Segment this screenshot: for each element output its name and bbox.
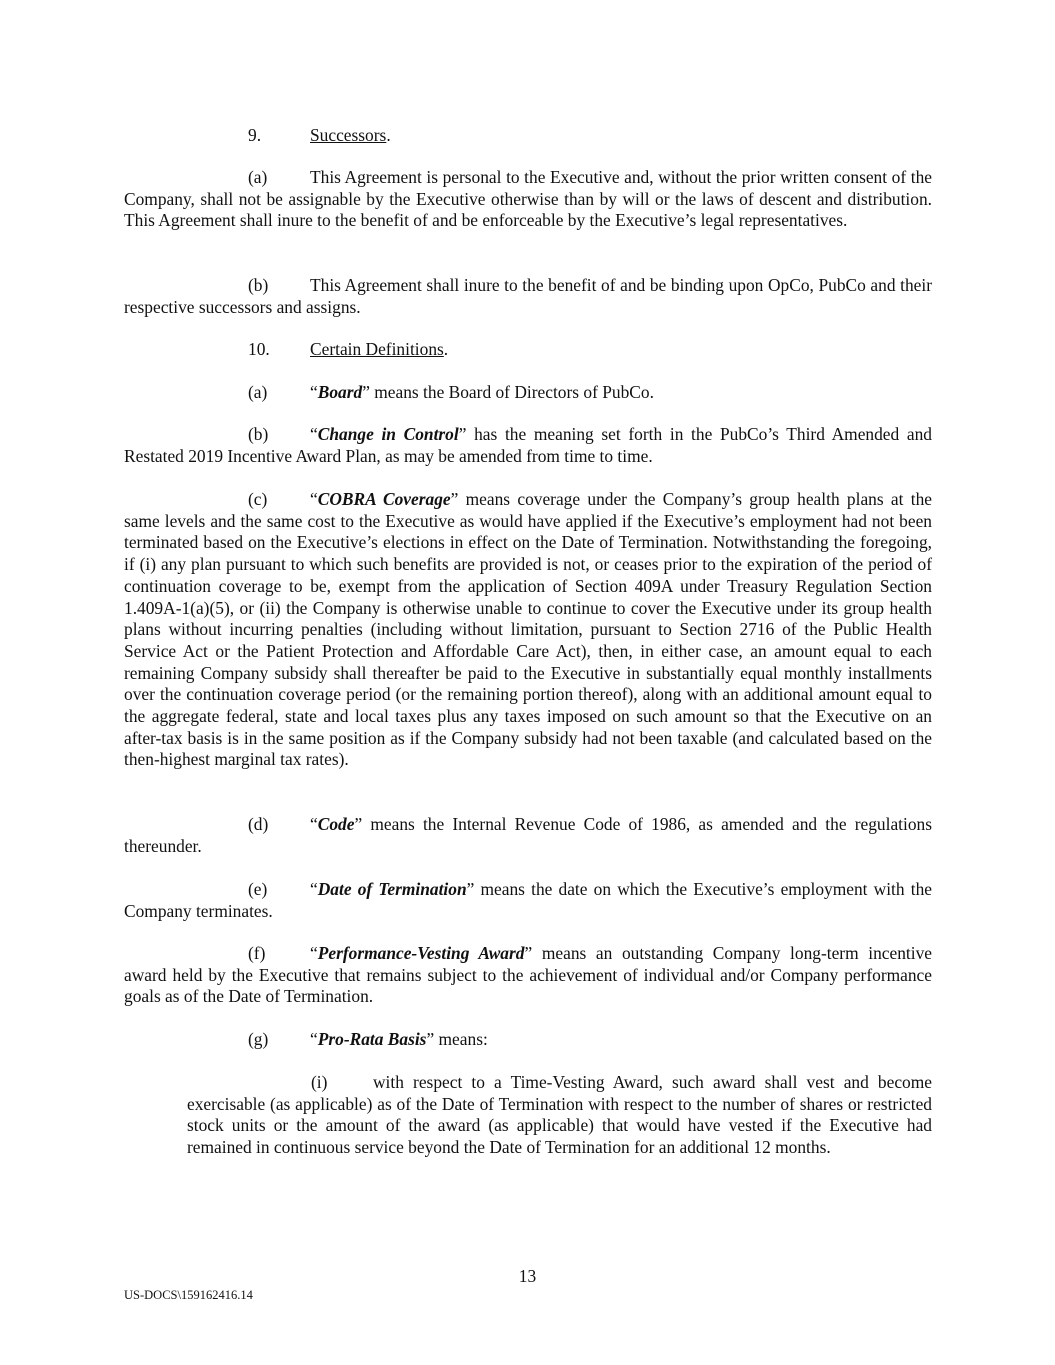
- paragraph-text: with respect to a Time-Vesting Award, such award shall vest and become exercisable (as applicable) as of the Date of Termination with respect to the number of shares or restricted stock units or the amount of the award (as applicable) that would have vested if the Executive had remained in continuous service beyond the Date of Termination for an additional 12 months.: [187, 1072, 932, 1158]
- paragraph-label: (b): [248, 275, 269, 295]
- paragraph-text: This Agreement is personal to the Executive and, without the prior written consent of the Company, shall not be assignable by the Executive otherwise than by will or the laws of descent and distribution. This Agreement shall inure to the benefit of and be enforceable by the Executive’s legal representatives.: [124, 167, 932, 231]
- paragraph-label: (i): [311, 1072, 328, 1092]
- paragraph-label: (a): [248, 382, 268, 402]
- paragraph-label: (d): [248, 814, 269, 834]
- definition-text: has the meaning set forth in the PubCo’s Third Amended and Restated 2019 Incentive Award Plan, as may be amended from time to time.: [124, 424, 932, 466]
- paragraph-label: (b): [248, 424, 269, 444]
- defined-term: Change in Control: [317, 424, 459, 444]
- defined-term: Pro-Rata Basis: [317, 1029, 427, 1049]
- paragraph-label: (f): [248, 943, 266, 963]
- subparagraph-g-i: [187, 1072, 932, 1159]
- document-id: US-DOCS\159162416.14: [124, 1288, 253, 1302]
- paragraph-9b: [124, 275, 932, 318]
- paragraph-label: (e): [248, 879, 268, 899]
- section-9-heading: 9. Successors.: [248, 125, 391, 145]
- defined-term: Code: [317, 814, 355, 834]
- definition-performance-vesting-award: (f) “Performance-Vesting Award” means an outstanding Company long-term incentive award held by the Executive that remains subject to the achievement of individual and/or Company performance goals as of the Date of Termination.: [124, 943, 932, 1007]
- definition-date-of-termination: (e) “Date of Termination” means the date on which the Executive’s employment with the Company terminates.: [124, 879, 932, 921]
- section-title: Successors: [310, 125, 387, 145]
- definition-pro-rata-basis: (g) “Pro-Rata Basis” means:: [248, 1029, 488, 1049]
- definition-cobra-coverage: (c) “COBRA Coverage” means coverage under the Company’s group health plans at the same levels and the same cost to the Executive as would have applied if the Executive’s employment had not been terminated based on the Executive’s elections in effect on the Date of Termination. Notwithstanding the foregoing, if (i) any plan pursuant to which such benefits are provided is not, or ceases prior to the expiration of the period of continuation coverage to be, exempt from the application of Section 409A under Treasury Regulation Section 1.409A-1(a)(5), or (ii) the Company is otherwise unable to continue to cover the Executive under its group health plans without incurring penalties (including without limitation, pursuant to Section 2716 of the Public Health Service Act or the Patient Protection and Affordable Care Act), then, in either case, an amount equal to each remaining Company subsidy shall thereafter be paid to the Executive in substantially equal monthly installments over the continuation coverage period (or the remaining portion thereof), along with an additional amount equal to the aggregate federal, state and local taxes plus any taxes imposed on such amount so that the Executive on an after-tax basis is in the same position as if the Company subsidy had not been taxable (and calculated based on the then-highest marginal tax rates).: [124, 489, 932, 770]
- section-number: 9.: [248, 125, 262, 145]
- defined-term: COBRA Coverage: [317, 489, 451, 509]
- paragraph-label: (c): [248, 489, 268, 509]
- section-title: Certain Definitions: [310, 339, 444, 359]
- definition-text: means:: [434, 1029, 488, 1049]
- definition-change-in-control: (b) “Change in Control” has the meaning set forth in the PubCo’s Third Amended and Restated 2019 Incentive Award Plan, as may be amended from time to time.: [124, 424, 932, 466]
- definition-board: (a) “Board” means the Board of Directors of PubCo.: [248, 382, 654, 402]
- section-number: 10.: [248, 339, 270, 359]
- defined-term: Performance-Vesting Award: [317, 943, 525, 963]
- definition-text: means an outstanding Company long-term incentive award held by the Executive that remains subject to the achievement of individual and/or Company performance goals as of the Date of Termination.: [124, 943, 932, 1007]
- paragraph-label: (a): [248, 167, 268, 187]
- paragraph-9a: [124, 167, 932, 232]
- paragraph-text: This Agreement shall inure to the benefit of and be binding upon OpCo, PubCo and their respective successors and assigns.: [124, 275, 932, 317]
- defined-term: Board: [317, 382, 363, 402]
- definition-text: means coverage under the Company’s group health plans at the same levels and the same cost to the Executive as would have applied if the Executive’s employment had not been terminated based on the Executive’s elections in effect on the Date of Termination. Notwithstanding the foregoing, if (i) any plan pursuant to which such benefits are provided is not, or ceases prior to the expiration of the period of continuation coverage to be, exempt from the application of Section 409A under Treasury Regulation Section 1.409A-1(a)(5), or (ii) the Company is otherwise unable to continue to cover the Executive under its group health plans without incurring penalties (including without limitation, pursuant to Section 2716 of the Public Health Service Act or the Patient Protection and Affordable Care Act), then, in either case, an amount equal to each remaining Company subsidy shall thereafter be paid to the Executive in substantially equal monthly installments over the continuation coverage period (or the remaining portion thereof), along with an additional amount equal to the aggregate federal, state and local taxes plus any taxes imposed on such amount so that the Executive on an after-tax basis is in the same position as if the Company subsidy had not been taxable (and calculated based on the then-highest marginal tax rates).: [124, 489, 932, 770]
- definition-text: means the date on which the Executive’s employment with the Company terminates.: [124, 879, 932, 921]
- section-10-heading: 10. Certain Definitions.: [248, 339, 449, 359]
- defined-term: Date of Termination: [317, 879, 467, 899]
- definition-text: means the Internal Revenue Code of 1986, as amended and the regulations thereunder.: [124, 814, 932, 856]
- definition-code: (d) “Code” means the Internal Revenue Code of 1986, as amended and the regulations thereunder.: [124, 814, 932, 856]
- definition-text: means the Board of Directors of PubCo.: [369, 382, 654, 402]
- paragraph-label: (g): [248, 1029, 269, 1049]
- page-number: 13: [518, 1266, 537, 1286]
